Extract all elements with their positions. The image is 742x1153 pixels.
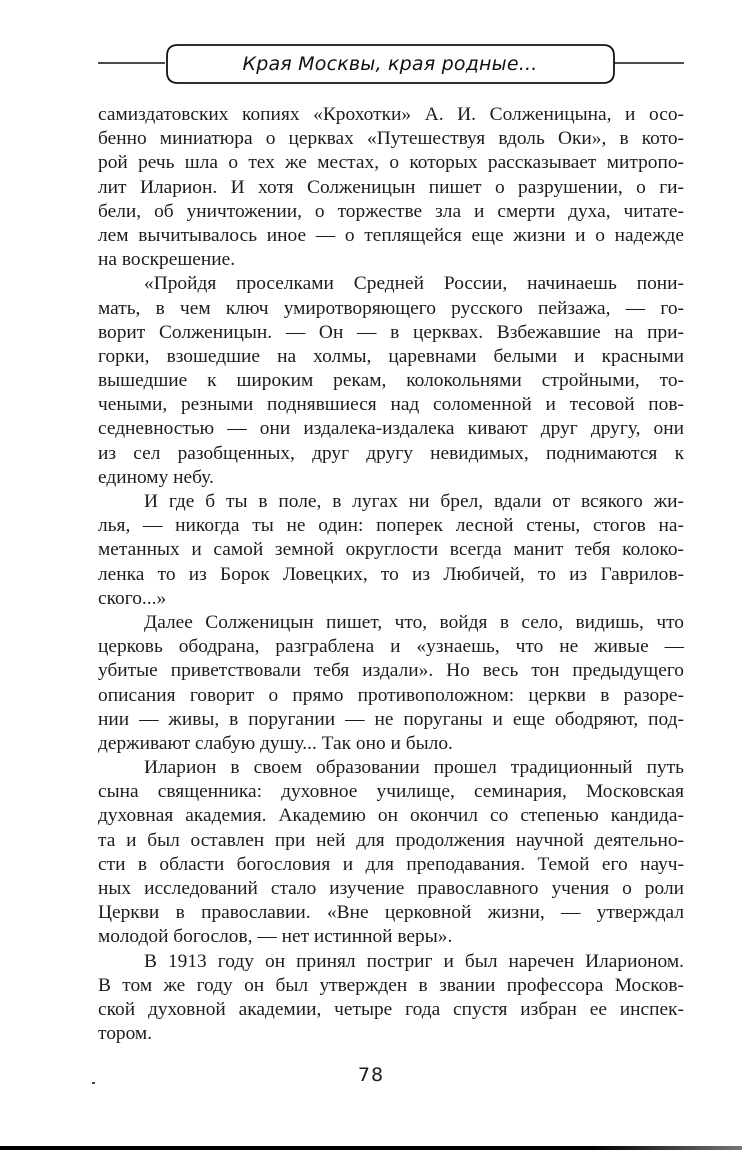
text-line: держивают слабую душу... Так оно и было. [98, 732, 453, 754]
text-line: из сел разобщенных, друг другу невидимых, поднимаются к [98, 442, 684, 464]
text-line: Иларион в своем образовании прошел традиционный путь [144, 757, 684, 779]
text-line: духовная академия. Академию он окончил со степенью кандида- [98, 805, 684, 827]
text-line: ворит Солженицын. — Он — в церквах. Взбежавшие на при- [98, 321, 684, 343]
text-line: мать, в чем ключ умиротворяющего русского пейзажа, — го- [98, 297, 684, 319]
text-line: сына священника: духовное училище, семинария, Московская [98, 781, 684, 803]
text-line: ской духовной академии, четыре года спустя избран ее инспек- [98, 998, 684, 1020]
text-line: тором. [98, 1023, 153, 1045]
text-line: убитые приветствовали тебя издали». Но весь тон предыдущего [98, 660, 684, 682]
text-line: лит Иларион. И хотя Солженицын пишет о разрушении, о ги- [98, 176, 684, 198]
bottom-edge-rule [0, 1146, 742, 1150]
text-line: церковь ободрана, разграблена и «узнаешь, что не живые — [98, 636, 684, 658]
text-line: лья, — никогда ты не один: поперек лесной стены, стогов на- [98, 515, 684, 537]
text-line: нии — живы, в поругании — не поруганы и еще ободряют, под- [98, 708, 684, 730]
text-line: ленка то из Борок Ловецких, то из Любичей, то из Гаврилов- [98, 563, 684, 585]
text-line: ных исследований стало изучение православного учения о роли [98, 878, 684, 899]
text-line: сти в области богословия и для преподавания. Темой его науч- [98, 853, 684, 875]
text-line: В 1913 году он принял постриг и был наречен Иларионом. [144, 950, 684, 972]
page-number: 78 [357, 1064, 385, 1086]
text-line: метанных и самой земной округлости всегда манит тебя колоко- [98, 539, 684, 561]
text-line: В том же году он был утвержден в звании профессора Москов- [98, 974, 684, 996]
text-line: вышедшие к широким рекам, колокольнями стройными, то- [98, 370, 684, 392]
text-line: чеными, резными поднявшиеся над соломенной и тесовой пов- [98, 394, 684, 416]
text-line: лем вычитывалось иное — о теплящейся еще жизни и о надежде [98, 224, 684, 246]
text-line: горки, взошедшие на холмы, царевнами белыми и красными [98, 345, 684, 367]
text-line: бели, об уничтожении, о торжестве зла и смерти духа, читате- [98, 200, 684, 222]
text-line: самиздатовских копиях «Крохотки» А. И. Солженицына, и осо- [98, 104, 684, 125]
text-line: «Пройдя проселками Средней России, начинаешь пони- [144, 273, 684, 295]
text-line: Церкви в православии. «Вне церковной жизни, — утверждал [98, 902, 684, 924]
text-line: И где б ты в поле, в лугах ни брел, вдали от всякого жи- [144, 491, 684, 512]
text-line: единому небу. [98, 466, 214, 488]
text-line: Далее Солженицын пишет, что, войдя в село, видишь, что [144, 611, 684, 633]
text-line: седневностью — они издалека-издалека кивают друг другу, они [98, 418, 684, 440]
running-header [0, 44, 742, 84]
running-header-title: Края Москвы, края родные... [242, 53, 538, 75]
text-line: молодой богослов, — нет истинной веры». [98, 926, 453, 948]
text-line: рой речь шла о тех же местах, о которых рассказывает митропо- [98, 152, 684, 174]
text-line: бенно миниатюра о церквах «Путешествуя вдоль Оки», в кото- [98, 128, 684, 150]
text-line: та и был оставлен при ней для продолжения научной деятельно- [98, 829, 684, 851]
body-text [98, 103, 684, 1046]
text-line: на воскрешение. [98, 249, 236, 271]
text-line: описания говорит о прямо противоположном: церкви в разоре- [98, 684, 684, 706]
text-line: ского...» [98, 587, 167, 609]
